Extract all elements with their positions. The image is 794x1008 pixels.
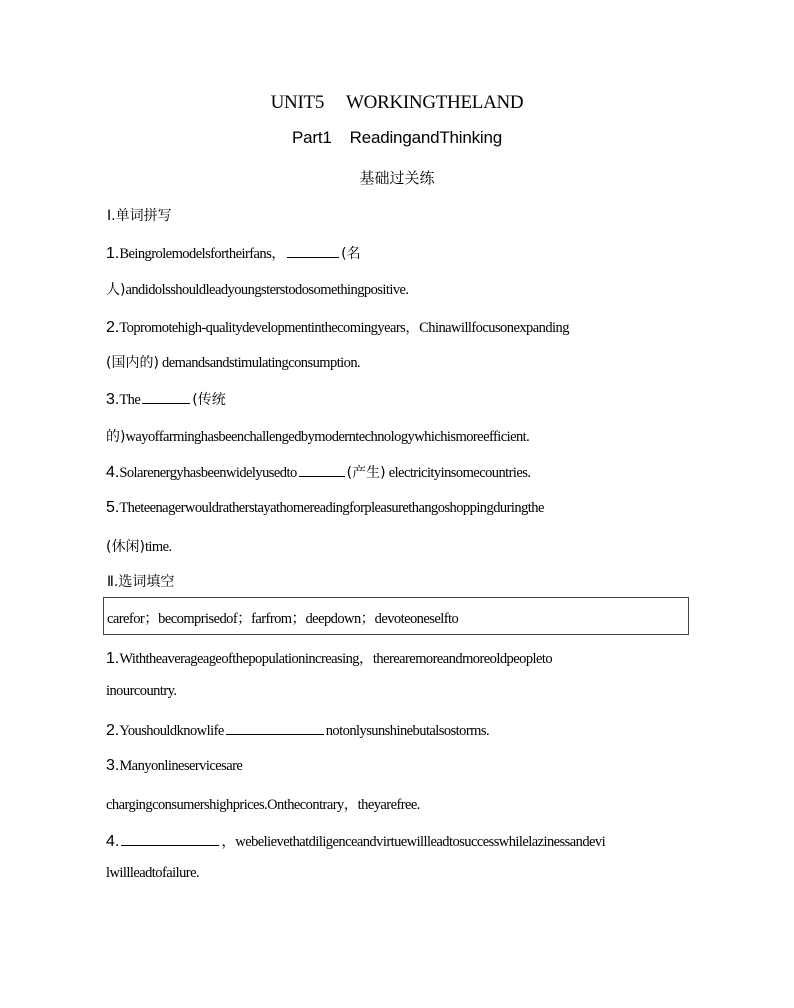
q-number: 3. [106,391,120,408]
q-text: andidolsshouldleadyoungsterstodosomethingpositive. [125,282,409,298]
unit-title [0,92,794,114]
s1-q1-line2 [106,279,409,299]
hint-text: (国内的) [106,355,159,371]
q-text: Beingrolemodelsfortheirfans， [119,246,286,262]
s2-q2 [106,720,489,740]
s1-q3-line2 [106,426,529,446]
hint-text: (产生) [346,465,386,481]
s1-q5-line1 [106,499,544,517]
s1-q3-line1 [106,389,226,409]
s1-q1-line1 [106,242,361,263]
q-text: ，webelievethatdiligenceandvirtuewillleadtosuccesswhilelazinessandevi [221,834,606,850]
q-number: 1. [106,650,120,667]
s1-q4 [106,462,530,482]
q-number: 4. [106,464,120,481]
answer-blank[interactable] [142,389,190,404]
q-text: lwillleadtofailure. [106,865,200,881]
s1-q5-line2 [106,536,172,556]
q-text: Withtheaverageageofthepopulationincreasing，therearemoreandmoreoldpeopleto [119,651,553,667]
s2-q1-line2 [106,683,176,700]
q-text: Youshouldknowlife [119,723,224,739]
hint-text: 的) [106,429,126,445]
q-number: 5. [106,499,120,516]
q-text: Solarenergyhasbeenwidelyusedto [119,465,297,481]
s2-q4-line1 [106,830,605,851]
q-number: 3. [106,757,120,774]
q-text: Topromotehigh-qualitydevelopmentinthecomingyears，Chinawillfocusonexpanding [119,320,569,336]
word-bank-text: carefor；becomprisedof；farfrom；deepdown；devoteoneselfto [107,611,459,627]
s1-q2-line1 [106,316,569,337]
q-text: time. [144,539,172,555]
q-number: 2. [106,319,120,336]
s2-q3-line2 [106,793,420,814]
part-number: Part1 [292,128,332,147]
section-2-title: Ⅱ.选词填空 [107,574,175,590]
q-number: 4. [106,833,120,850]
unit-name: WORKINGTHELAND [346,92,524,113]
q-text: chargingconsumershighprices.Onthecontrary，theyarefree. [106,797,420,813]
q-text: inourcountry. [106,683,177,699]
hint-text: (休闲) [106,539,145,555]
unit-number: UNIT5 [270,92,325,113]
hint-text: (传统 [192,392,226,408]
q-number: 1. [106,245,120,262]
answer-blank[interactable] [287,243,339,258]
s1-q2-line2 [106,352,360,372]
answer-blank[interactable] [121,831,219,846]
exercise-heading: 基础过关练 [359,169,435,187]
q-text: The [119,392,141,408]
q-text: electricityinsomecountries. [388,465,531,481]
hint-text: 人) [106,282,126,298]
q-number: 2. [106,722,120,739]
q-text: Manyonlineservicesare [119,758,243,774]
hint-text: (名 [341,246,361,262]
answer-blank[interactable] [299,462,345,477]
s2-q1-line1 [106,647,552,668]
s2-q3-line1 [106,757,242,775]
part-name: ReadingandThinking [349,128,502,147]
q-text: notonlysunshinebutalsostorms. [325,723,490,739]
q-text: wayoffarminghasbeenchallengedbymoderntechnologywhichismoreefficient. [125,429,530,445]
q-text: Theteenagerwouldratherstayathomereadingforpleasurethangoshoppingduringthe [119,500,544,516]
section-1-title: Ⅰ.单词拼写 [107,208,172,224]
answer-blank[interactable] [226,720,324,735]
s2-q4-line2 [106,865,199,882]
part-title [0,128,794,148]
q-text: demandsandstimulatingconsumption. [162,355,361,371]
